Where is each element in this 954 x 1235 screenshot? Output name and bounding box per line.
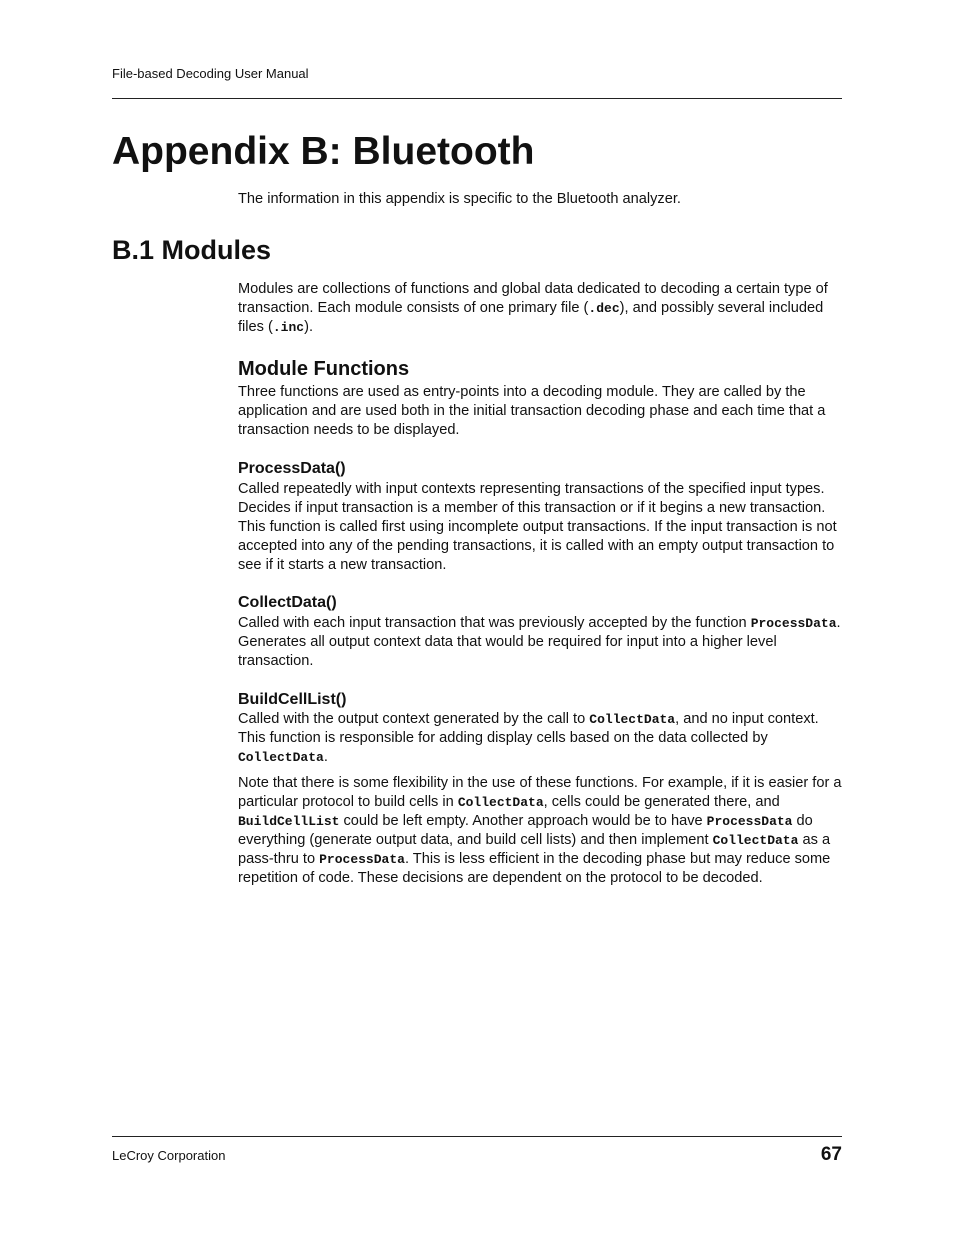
text-run: , cells could be generated there, and [543, 794, 780, 810]
text-run: Note that there is some flexibility in the use of these functions. For example, if it is easier for a particular protocol to build cells in [238, 775, 842, 810]
code-run: CollectData [712, 833, 799, 848]
text-run: Modules are collections of functions and global data dedicated to decoding a certain type of transaction. Each module consists of one primary file ( [238, 281, 828, 316]
intro-paragraph: The information in this appendix is specific to the Bluetooth analyzer. [238, 191, 681, 207]
note-paragraph [238, 774, 842, 888]
collectdata-paragraph [238, 614, 842, 671]
processdata-paragraph: Called repeatedly with input contexts representing transactions of the specified input types. Decides if input transaction is a member of this transaction or if it begins a new transaction. This function is called first using incomplete output transactions. If the input transaction is not accepted into any of the pending transactions, it is called with an empty output transaction to see if it starts a new transaction. [238, 481, 837, 573]
text-run: , and no input context. This function is responsible for adding display cells based on the data collected by [238, 711, 819, 746]
code-run: .inc [272, 320, 305, 335]
text-run: ), and possibly several included files ( [238, 300, 824, 335]
footer-company: LeCroy Corporation [112, 1148, 226, 1163]
text-run: as a pass-thru to [238, 832, 831, 867]
buildcelllist-heading: BuildCellList() [238, 691, 347, 708]
code-run: .dec [588, 301, 620, 316]
code-run: CollectData [589, 712, 676, 727]
text-run: Called with each input transaction that was previously accepted by the function [238, 615, 751, 631]
text-run: Called with the output context generated by the call to [238, 711, 590, 727]
module-functions-paragraph: Three functions are used as entry-points into a decoding module. They are called by the application and are used both in the initial transaction decoding phase and each time that a transaction needs to be displayed. [238, 384, 826, 438]
code-run: ProcessData [706, 814, 793, 829]
code-run: ProcessData [750, 616, 837, 631]
text-run: . [323, 749, 328, 765]
text-run: . This is less efficient in the decoding phase but may reduce some repetition of code. These decisions are dependent on the protocol to be decoded. [238, 851, 831, 886]
collectdata-heading: CollectData() [238, 594, 337, 611]
footer-rule [112, 1136, 842, 1137]
text-run: . Generates all output context data that would be required for input into a higher level transaction. [238, 615, 841, 669]
processdata-heading: ProcessData() [238, 460, 346, 477]
text-run: ). [304, 319, 314, 335]
section-heading: B.1 Modules [112, 235, 272, 265]
header-rule [112, 98, 842, 99]
code-run: CollectData [238, 750, 324, 765]
buildcelllist-paragraph [238, 710, 842, 767]
module-functions-heading: Module Functions [238, 358, 410, 380]
code-run: BuildCellList [238, 814, 340, 829]
text-run: could be left empty. Another approach would be to have [339, 813, 707, 829]
code-run: CollectData [457, 795, 544, 810]
modules-paragraph [238, 280, 842, 337]
text-run: do everything (generate output data, and build cell lists) and then implement [238, 813, 813, 848]
running-header: File-based Decoding User Manual [112, 66, 309, 81]
appendix-heading: Appendix B: Bluetooth [112, 130, 535, 173]
page-number: 67 [820, 1144, 842, 1165]
code-run: ProcessData [319, 852, 405, 867]
